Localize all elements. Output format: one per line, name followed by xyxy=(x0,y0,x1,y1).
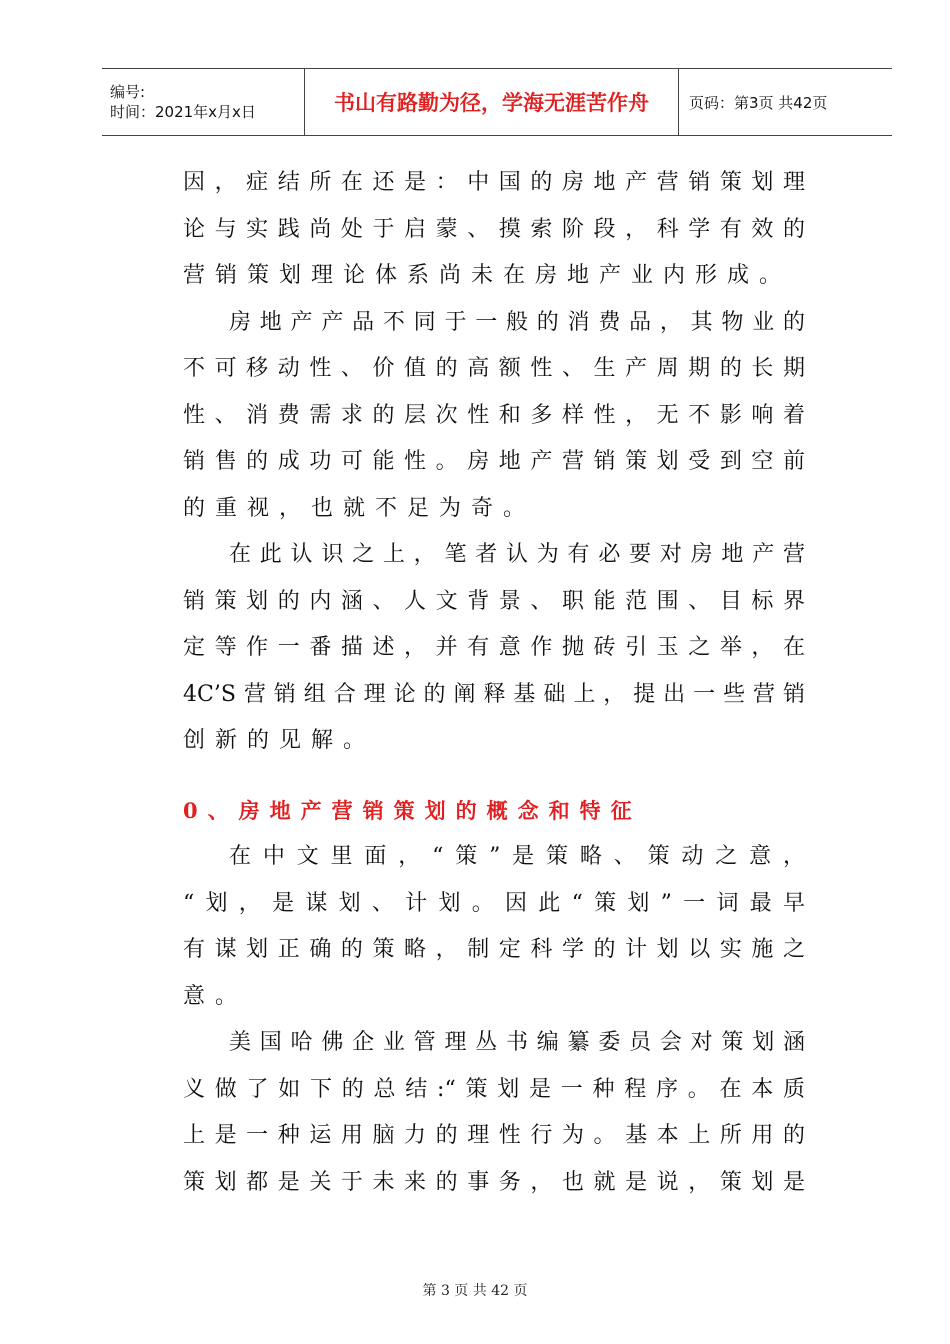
paragraph xyxy=(183,160,805,300)
text-line: 上是一种运用脑力的理性行为。基本上所用的 xyxy=(183,1123,805,1148)
text-line: 美国哈佛企业管理丛书编纂委员会对策划涵 xyxy=(229,1030,805,1055)
doc-time-label: 时间：2021年x月x日 xyxy=(110,103,256,121)
text-line: 房地产产品不同于一般的消费品，其物业的 xyxy=(229,309,805,335)
paragraph xyxy=(183,834,805,1020)
paragraph xyxy=(183,532,805,765)
page-number-label: 页码：第3页 共42页 xyxy=(689,93,828,112)
text-line: 因，症结所在还是：中国的房地产营销策划理 xyxy=(183,170,805,195)
header-page-info xyxy=(679,69,892,135)
page-footer xyxy=(0,1280,950,1300)
text-line: 在中文里面，“策”是策略、策动之意， xyxy=(229,844,805,869)
paragraph xyxy=(183,1020,805,1206)
text-line: 销售的成功可能性。房地产营销策划受到空前 xyxy=(183,449,805,474)
text-line: 义做了如下的总结:“策划是一种程序。在本质 xyxy=(183,1076,805,1102)
text-line: 的重视，也就不足为奇。 xyxy=(183,495,536,521)
text-line: 营销策划理论体系尚未在房地产业内形成。 xyxy=(183,263,792,288)
text-line: 性、消费需求的层次性和多样性，无不影响着 xyxy=(183,402,805,428)
text-line: “划，是谋划、计划。因此“策划”一词最早 xyxy=(183,890,805,916)
header-motto xyxy=(304,69,679,135)
text-line: 4C’S营销组合理论的阐释基础上，提出一些营销 xyxy=(183,681,805,707)
text-line: 创新的见解。 xyxy=(183,728,376,753)
page-header xyxy=(102,68,892,136)
text-line: 策划都是关于未来的事务，也就是说，策划是 xyxy=(183,1169,805,1195)
text-line: 销策划的内涵、人文背景、职能范围、目标界 xyxy=(183,588,805,614)
text-line: 在此认识之上，笔者认为有必要对房地产营 xyxy=(229,542,805,567)
text-line: 论与实践尚处于启蒙、摸索阶段，科学有效的 xyxy=(183,216,805,242)
motto-text: 书山有路勤为径，学海无涯苦作舟 xyxy=(334,91,649,115)
paragraph xyxy=(183,300,805,533)
header-meta xyxy=(102,69,304,135)
footer-page-number: 第 3 页 共 42 页 xyxy=(422,1283,528,1299)
text-line: 不可移动性、价值的高额性、生产周期的长期 xyxy=(183,356,805,381)
document-body xyxy=(183,160,805,1206)
text-line: 有谋划正确的策略，制定科学的计划以实施之 xyxy=(183,937,805,962)
text-line: 意。 xyxy=(183,983,248,1009)
section-heading: 0、房地产营销策划的概念和特征 xyxy=(183,797,642,823)
text-line: 定等作一番描述，并有意作抛砖引玉之举，在 xyxy=(183,635,805,660)
doc-code-label: 编号: xyxy=(110,83,146,101)
